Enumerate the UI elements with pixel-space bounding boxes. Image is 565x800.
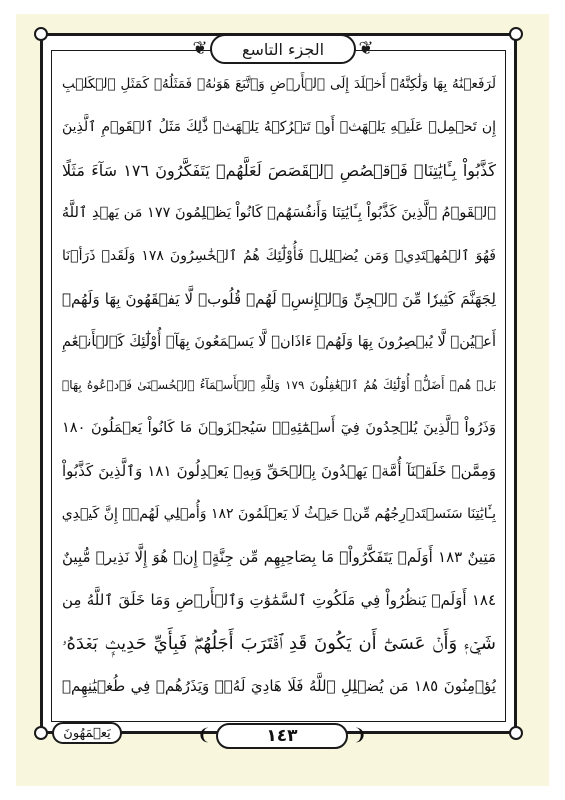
text-line: ٱلۡقَوۡمُ ٱلَّذِينَ كَذَّبُواْ بِـَٔايَٰتِنَا وَأَنفُسَهُمۡ كَانُواْ يَظۡلِمُونَ ١٧٧ مَن يَهۡدِ ٱللَّهُ xyxy=(62,205,496,221)
header-ornament-icon: ❦ xyxy=(358,38,374,59)
corner-ornament xyxy=(34,27,48,41)
footer-ornament-icon: ❩ xyxy=(353,725,367,744)
juz-title: الجزء التاسع xyxy=(210,34,356,64)
text-line: وَذَرُواْ ٱلَّذِينَ يُلۡحِدُونَ فِيٓ أَسۡمَٰٓئِهِۦۚ سَيُجۡزَوۡنَ مَا كَانُواْ يَعۡمَلُونَ ١٨٠ xyxy=(62,420,496,436)
text-line: مَتِينٌ ١٨٣ أَوَلَمۡ يَتَفَكَّرُواْۗ مَا بِصَاحِبِهِم مِّن جِنَّةٍۚ إِنۡ هُوَ إِلَّا نَذِيرٞ مُّبِينٌ xyxy=(62,548,496,566)
footer-ornament-icon: ❨ xyxy=(197,725,211,744)
corner-ornament xyxy=(509,726,523,740)
corner-ornament xyxy=(34,726,48,740)
page-number: ١٤٣ xyxy=(216,723,348,749)
text-line: كَذَّبُواْ بِـَٔايَٰتِنَاۚ فَٱقۡصُصِ ٱلۡقَصَصَ لَعَلَّهُمۡ يَتَفَكَّرُونَ ١٧٦ سَآءَ مَثَلًا xyxy=(62,160,496,180)
catchword: يَعۡمَهُونَ xyxy=(52,722,122,744)
header-ornament-icon: ❦ xyxy=(192,38,208,59)
text-line: وَمِمَّنۡ خَلَقۡنَآ أُمَّةٞ يَهۡدُونَ بِٱلۡحَقِّ وَبِهِۦ يَعۡدِلُونَ ١٨١ وَٱلَّذِينَ كَذَّبُواْ xyxy=(62,462,496,480)
text-line: يُؤۡمِنُونَ ١٨٥ مَن يُضۡلِلِ ٱللَّهُ فَلَا هَادِيَ لَهُۥۚ وَيَذَرُهُمۡ فِي طُغۡيَٰنِهِمۡ xyxy=(62,677,496,695)
text-line: ١٨٤ أَوَلَمۡ يَنظُرُواْ فِي مَلَكُوتِ ٱلسَّمَٰوَٰتِ وَٱلۡأَرۡضِ وَمَا خَلَقَ ٱللَّهُ مِن xyxy=(62,591,496,609)
text-line: لَرَفَعۡنَٰهُ بِهَا وَلَٰكِنَّهُۥٓ أَخۡلَدَ إِلَى ٱلۡأَرۡضِ وَٱتَّبَعَ هَوَىٰهُۚ فَمَثَلُهُۥ كَمَثَلِ ٱلۡكَلۡبِ xyxy=(62,76,496,92)
text-line: أَعۡيُنٞ لَّا يُبۡصِرُونَ بِهَا وَلَهُمۡ ءَاذَانٞ لَّا يَسۡمَعُونَ بِهَآۚ أُوْلَٰٓئِكَ كَٱلۡأَنۡعَٰمِ xyxy=(62,334,496,350)
text-line: بِـَٔايَٰتِنَا سَنَسۡتَدۡرِجُهُم مِّنۡ حَيۡثُ لَا يَعۡلَمُونَ ١٨٢ وَأُمۡلِي لَهُمۡۚ إِنَّ كَيۡدِي xyxy=(62,506,496,522)
corner-ornament xyxy=(509,27,523,41)
text-line: فَهُوَ ٱلۡمُهۡتَدِيۖ وَمَن يُضۡلِلۡ فَأُوْلَٰٓئِكَ هُمُ ٱلۡخَٰسِرُونَ ١٧٨ وَلَقَدۡ ذَرَأۡنَا xyxy=(62,248,496,264)
quran-text-block xyxy=(62,64,496,714)
text-line: إِن تَحۡمِلۡ عَلَيۡهِ يَلۡهَثۡ أَوۡ تَتۡرُكۡهُ يَلۡهَثۚ ذَّٰلِكَ مَثَلُ ٱلۡقَوۡمِ ٱلَّذِينَ xyxy=(62,119,496,135)
text-line: بَلۡ هُمۡ أَضَلُّۚ أُوْلَٰٓئِكَ هُمُ ٱلۡغَٰفِلُونَ ١٧٩ وَلِلَّهِ ٱلۡأَسۡمَآءُ ٱلۡحُسۡنَىٰ فَٱدۡعُوهُ بِهَاۖ xyxy=(62,378,496,392)
text-line: لِجَهَنَّمَ كَثِيرٗا مِّنَ ٱلۡجِنِّ وَٱلۡإِنسِۖ لَهُمۡ قُلُوبٞ لَّا يَفۡقَهُونَ بِهَا وَلَهُمۡ xyxy=(62,290,496,308)
text-line: شَيۡءٖ وَأَنۡ عَسَىٰٓ أَن يَكُونَ قَدِ ٱقۡتَرَبَ أَجَلُهُمۡۖ فَبِأَيِّ حَدِيثِۭ بَعۡدَهُۥ xyxy=(62,632,496,654)
